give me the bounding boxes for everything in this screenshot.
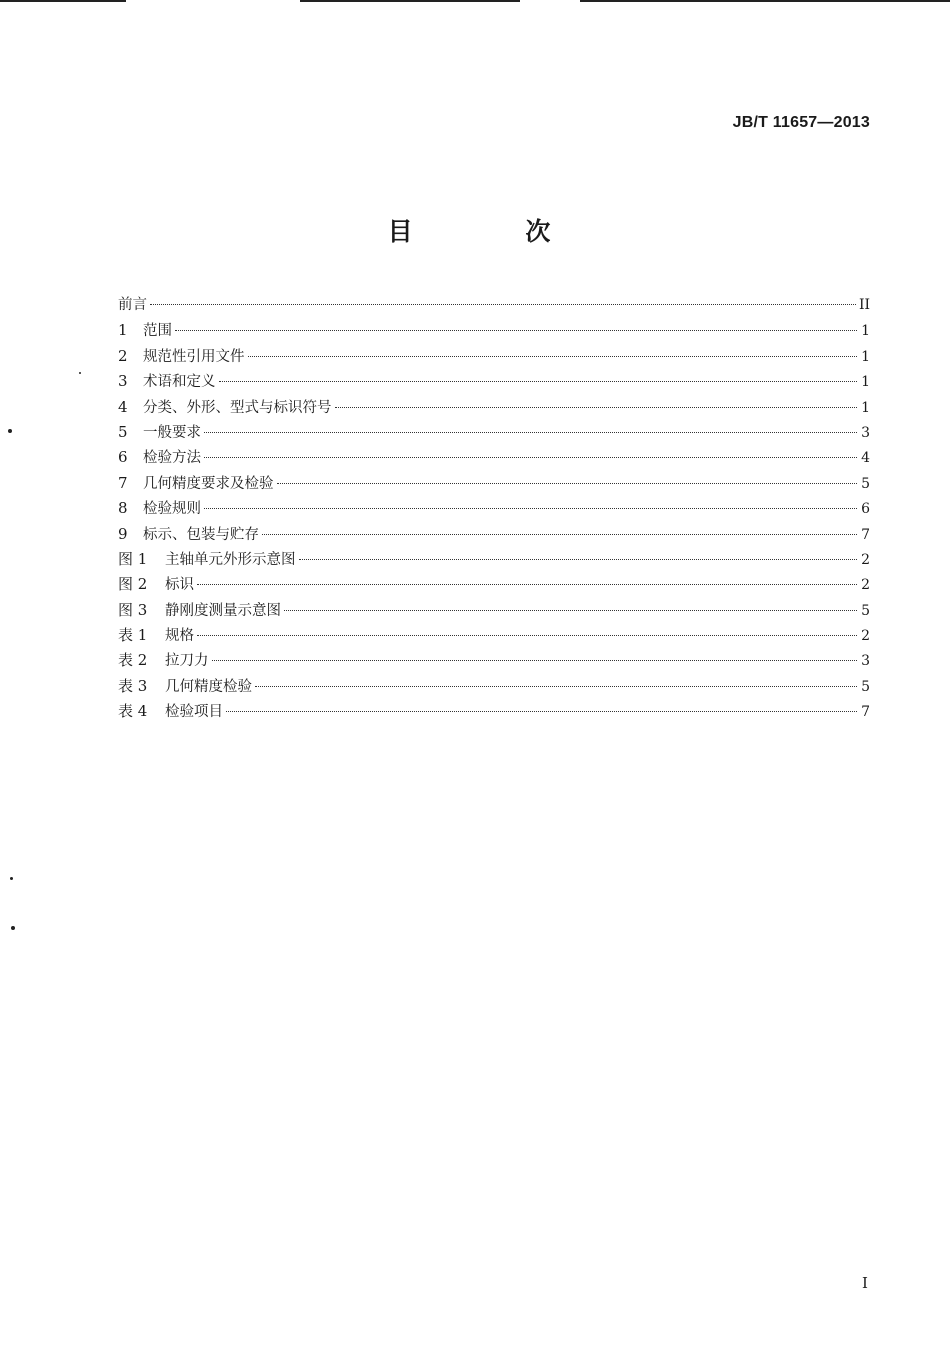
toc-entry-label: 标示、包装与贮存: [143, 526, 259, 543]
toc-entry-page: 1: [861, 348, 870, 365]
toc-entry-page: 7: [861, 704, 870, 721]
toc-entry: [118, 547, 870, 572]
dot-leader: [277, 483, 858, 484]
toc-entry: [118, 395, 870, 420]
dot-leader: [248, 356, 858, 357]
top-border-rule: [580, 0, 950, 2]
toc-entry-number: 图 3: [118, 600, 148, 619]
toc-entry-label: 几何精度要求及检验: [143, 475, 274, 492]
toc-entry-page: 1: [861, 323, 870, 340]
toc-entry-label: 检验规则: [143, 501, 201, 518]
dot-leader: [284, 610, 857, 611]
dot-leader: [212, 660, 858, 661]
scan-speck: [79, 372, 81, 374]
page-number: I: [862, 1274, 868, 1292]
toc-entry-page: 3: [861, 424, 870, 441]
toc-entry: [118, 572, 870, 597]
dot-leader: [262, 534, 857, 535]
top-border-rule: [300, 0, 520, 2]
toc-entry-page: 2: [861, 628, 870, 645]
scan-speck: [8, 429, 12, 433]
toc-entry-page: 6: [861, 501, 870, 518]
toc-entry-number: 2: [118, 346, 128, 365]
dot-leader: [335, 407, 858, 408]
toc-entry: [118, 623, 870, 648]
toc-entry-label: 术语和定义: [143, 374, 216, 391]
toc-entry-number: 表 1: [118, 626, 148, 645]
toc-entry-number: 9: [118, 524, 128, 543]
toc-entry-number: 7: [118, 473, 128, 492]
toc-entry: [118, 344, 870, 369]
toc-entry: [118, 318, 870, 343]
toc-entry-number: 表 2: [118, 651, 148, 670]
toc-entry-page: 5: [861, 475, 870, 492]
toc-entry-label: 标识: [165, 577, 194, 594]
dot-leader: [204, 457, 857, 458]
dot-leader: [299, 559, 858, 560]
toc-entry-label: 分类、外形、型式与标识符号: [143, 399, 332, 416]
dot-leader: [175, 330, 857, 331]
toc-entry: [118, 699, 870, 724]
toc-entry: [118, 496, 870, 521]
toc-entry: [118, 369, 870, 394]
toc-entry-page: 1: [861, 399, 870, 416]
toc-entry-page: 5: [861, 602, 870, 619]
toc-entry-page: II: [858, 297, 870, 313]
toc-entry: [118, 522, 870, 547]
toc-entry-page: 4: [861, 450, 870, 467]
toc-entry-page: 2: [861, 551, 870, 568]
toc-entry-page: 2: [861, 577, 870, 594]
toc-entry-label: 范围: [143, 323, 172, 340]
dot-leader: [204, 432, 857, 433]
toc-entry-number: 4: [118, 397, 128, 416]
toc-entry-label: 主轴单元外形示意图: [165, 551, 296, 568]
toc-entry-number: 1: [118, 321, 128, 340]
toc-entry-page: 5: [861, 678, 870, 695]
toc-entry-label: 检验方法: [143, 450, 201, 467]
toc-title: 目 次: [387, 217, 603, 246]
toc-entry-number: 表 4: [118, 702, 148, 721]
toc-entry: [118, 648, 870, 673]
toc-entry-number: 图 1: [118, 549, 148, 568]
dot-leader: [226, 711, 857, 712]
toc-entry-number: 表 3: [118, 676, 148, 695]
toc-entry-number: 图 2: [118, 575, 148, 594]
toc-entry-label: 拉刀力: [165, 653, 209, 670]
toc-entry-label: 前言: [118, 297, 147, 313]
table-of-contents: [118, 293, 870, 725]
dot-leader: [150, 304, 856, 305]
toc-entry-page: 7: [861, 526, 870, 543]
dot-leader: [197, 635, 857, 636]
toc-entry: [118, 598, 870, 623]
toc-entry-label: 几何精度检验: [165, 678, 252, 695]
toc-entry-number: 8: [118, 499, 128, 518]
dot-leader: [197, 584, 857, 585]
toc-entry-label: 规格: [165, 628, 194, 645]
dot-leader: [204, 508, 857, 509]
toc-entry-label: 一般要求: [143, 424, 201, 441]
toc-entry: [118, 293, 870, 318]
toc-entry: [118, 471, 870, 496]
toc-entry-number: 6: [118, 448, 128, 467]
toc-entry-label: 检验项目: [165, 704, 223, 721]
toc-entry: [118, 445, 870, 470]
toc-entry-page: 1: [861, 374, 870, 391]
toc-entry-number: 5: [118, 422, 128, 441]
toc-entry-label: 规范性引用文件: [143, 348, 245, 365]
document-number: JB/T 11657—2013: [732, 114, 870, 131]
toc-entry-number: 3: [118, 372, 128, 391]
top-border-rule: [0, 0, 126, 2]
scan-speck: [11, 926, 15, 930]
dot-leader: [219, 381, 858, 382]
toc-entry-label: 静刚度测量示意图: [165, 602, 281, 619]
toc-entry: [118, 420, 870, 445]
toc-entry-page: 3: [861, 653, 870, 670]
toc-entry: [118, 674, 870, 699]
scan-speck: [10, 877, 13, 880]
dot-leader: [255, 686, 857, 687]
